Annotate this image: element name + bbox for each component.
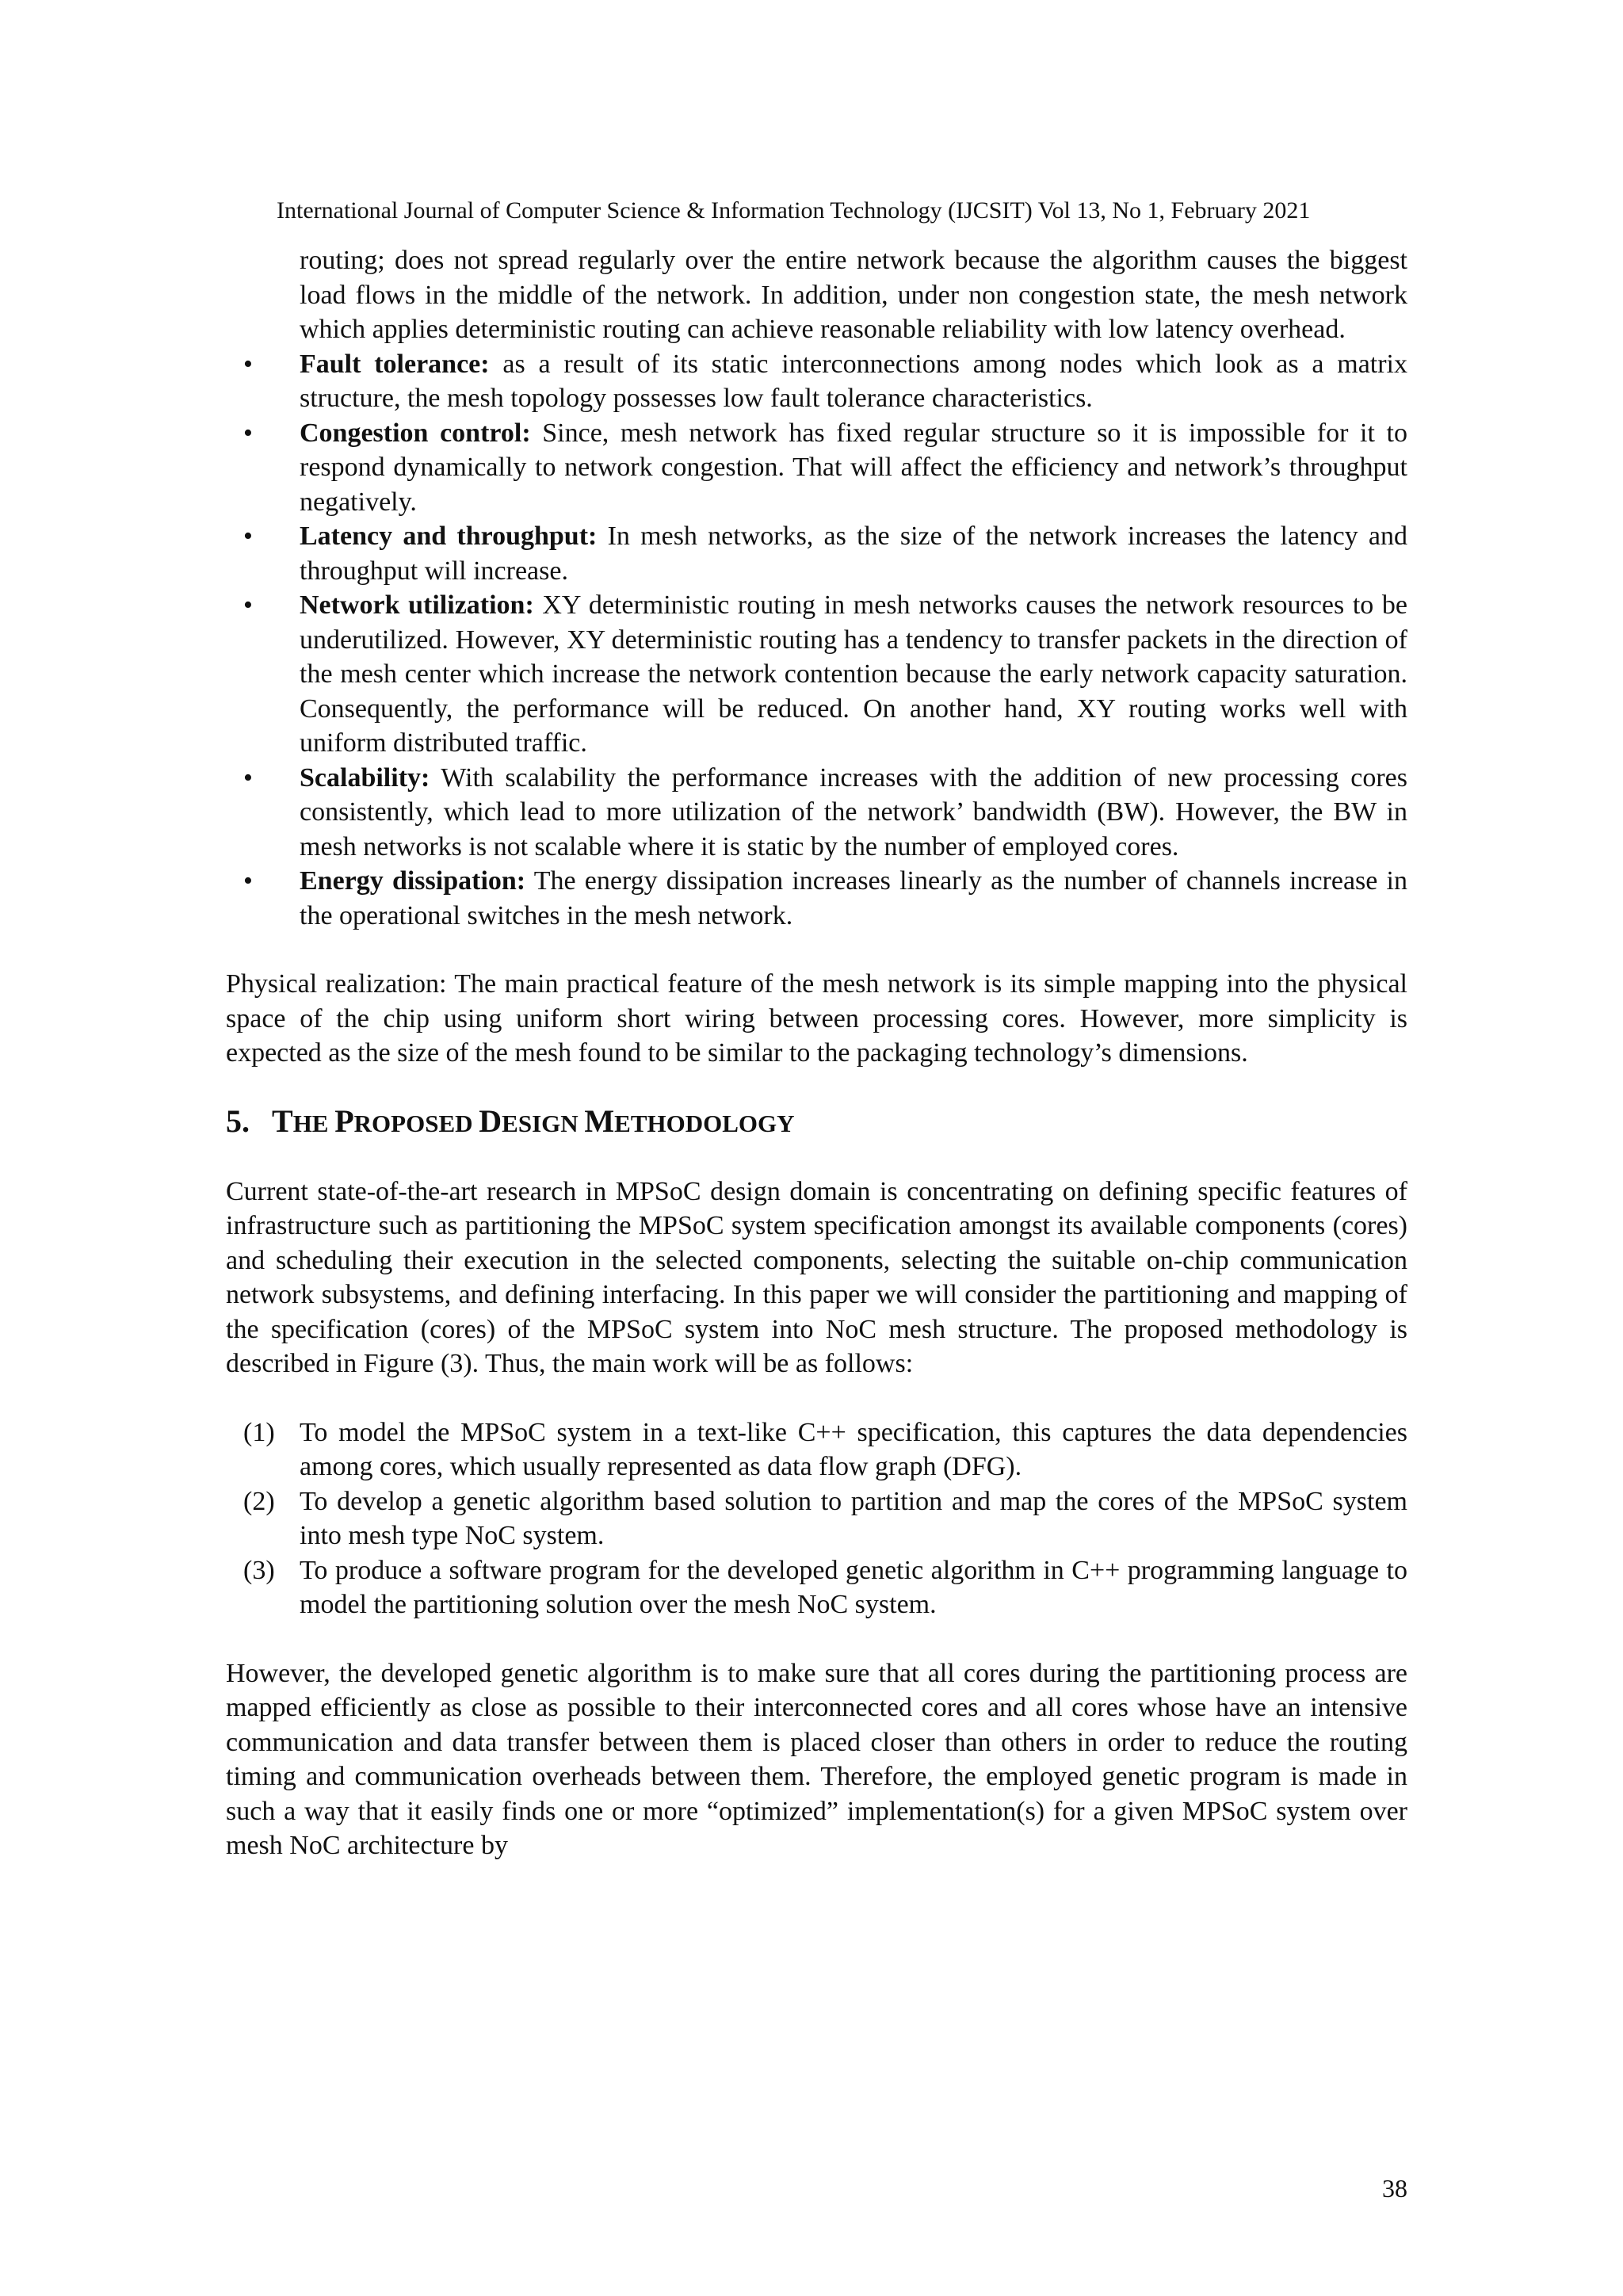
- bullet-term: Congestion control:: [300, 418, 531, 448]
- bullet-item-latency-throughput: [226, 519, 1407, 588]
- bullet-text: XY deterministic routing in mesh networks causes the network resources to be underutilized. However, XY deterministic routing has a tendency to transfer packets in the direction of the mesh center which increase the network contention because the early network capacity saturation. Consequently, the performance will be reduced. On another hand, XY routing works well with uniform distributed traffic.: [300, 590, 1407, 758]
- item-text: To model the MPSoC system in a text-like C++ specification, this captures the data dependencies among cores, which usually represented as data flow graph (DFG).: [300, 1417, 1407, 1481]
- section-title-part: M: [584, 1102, 615, 1139]
- bullet-icon: •: [243, 521, 253, 551]
- bullet-text: With scalability the performance increases with the addition of new processing cores consistently, which lead to more utilization of the network’ bandwidth (BW). However, the BW in mesh networks is not scalable where it is static by the number of employed cores.: [300, 762, 1407, 861]
- bullet-item-scalability: [226, 761, 1407, 865]
- bullet-item-fault-tolerance: [226, 347, 1407, 416]
- section-title-part: ESIGN: [502, 1109, 585, 1137]
- page-body: [226, 243, 1407, 1863]
- item-text: To produce a software program for the developed genetic algorithm in C++ programming language to model the partitioning solution over the mesh NoC system.: [300, 1555, 1407, 1619]
- bullet-icon: •: [243, 349, 253, 379]
- physical-realization-paragraph: Physical realization: The main practical feature of the mesh network is its simple mapping into the physical space of the chip using uniform short wiring between processing cores. However, more simplicity is expected as the size of the mesh found to be similar to the packaging technology’s dimensions.: [226, 969, 1407, 1068]
- main-work-list: [226, 1415, 1407, 1622]
- mesh-properties-list: [226, 347, 1407, 934]
- running-header: International Journal of Computer Science & Information Technology (IJCSIT) Vol 13, No 1, February 2021: [277, 197, 1311, 223]
- continuation-paragraph: routing; does not spread regularly over the entire network because the algorithm causes the biggest load flows in the middle of the network. In addition, under non congestion state, the mesh network which applies deterministic routing can achieve reasonable reliability with low latency overhead.: [300, 246, 1407, 344]
- section-number: 5.: [226, 1102, 250, 1139]
- item-text: To develop a genetic algorithm based solution to partition and map the cores of the MPSoC system into mesh type NoC system.: [300, 1486, 1407, 1550]
- bullet-item-network-utilization: [226, 588, 1407, 761]
- bullet-term: Latency and throughput:: [300, 521, 598, 551]
- numbered-item: [226, 1553, 1407, 1622]
- bullet-text: The energy dissipation increases linearly as the number of channels increase in the operational switches in the mesh network.: [300, 866, 1407, 930]
- intro-paragraph: Current state-of-the-art research in MPSoC design domain is concentrating on defining specific features of infrastructure such as partitioning the MPSoC system specification amongst its available components (cores) and scheduling their execution in the selected components, selecting the suitable on-chip communication network subsystems, and defining interfacing. In this paper we will consider the partitioning and mapping of the specification (cores) of the MPSoC system into NoC mesh structure. The proposed methodology is described in Figure (3). Thus, the main work will be as follows:: [226, 1176, 1407, 1378]
- section-title: [272, 1103, 795, 1139]
- section-title-part: T: [272, 1102, 293, 1139]
- bullet-term: Fault tolerance:: [300, 349, 490, 379]
- closing-paragraph: However, the developed genetic algorithm is to make sure that all cores during the partitioning process are mapped efficiently as close as possible to their interconnected cores and all cores whose have an intensive communication and data transfer between them is placed closer than others in order to reduce the routing timing and communication overheads between them. Therefore, the employed genetic program is made in such a way that it easily finds one or more “optimized” implementation(s) for a given MPSoC system over mesh NoC architecture by: [226, 1658, 1407, 1860]
- section-title-part: ETHODOLOGY: [614, 1109, 795, 1137]
- bullet-text: Since, mesh network has fixed regular structure so it is impossible for it to respond dynamically to network congestion. That will affect the efficiency and network’s throughput negatively.: [300, 418, 1408, 517]
- bullet-text: In mesh networks, as the size of the network increases the latency and throughput will increase.: [300, 521, 1407, 586]
- section-title-part: D: [479, 1102, 502, 1139]
- page-number: 38: [1382, 2174, 1407, 2202]
- bullet-icon: •: [243, 590, 253, 620]
- item-number: (1): [243, 1417, 275, 1447]
- section-title-part: HE: [292, 1109, 335, 1137]
- bullet-term: Scalability:: [300, 762, 430, 793]
- item-number: (3): [243, 1555, 275, 1585]
- section-title-part: ROPOSED: [353, 1109, 479, 1137]
- bullet-item-energy-dissipation: [226, 864, 1407, 933]
- bullet-term: Network utilization:: [300, 590, 534, 620]
- bullet-icon: •: [243, 866, 253, 896]
- bullet-icon: •: [243, 762, 253, 793]
- item-number: (2): [243, 1486, 275, 1516]
- bullet-text: as a result of its static interconnections among nodes which look as a matrix structure, the mesh topology possesses low fault tolerance characteristics.: [300, 349, 1408, 413]
- bullet-icon: •: [243, 418, 253, 448]
- numbered-item: [226, 1484, 1407, 1553]
- section-title-part: P: [334, 1102, 354, 1139]
- section-heading: [226, 1101, 1407, 1144]
- bullet-item-congestion-control: [226, 416, 1407, 520]
- numbered-item: [226, 1415, 1407, 1484]
- bullet-term: Energy dissipation:: [300, 866, 526, 896]
